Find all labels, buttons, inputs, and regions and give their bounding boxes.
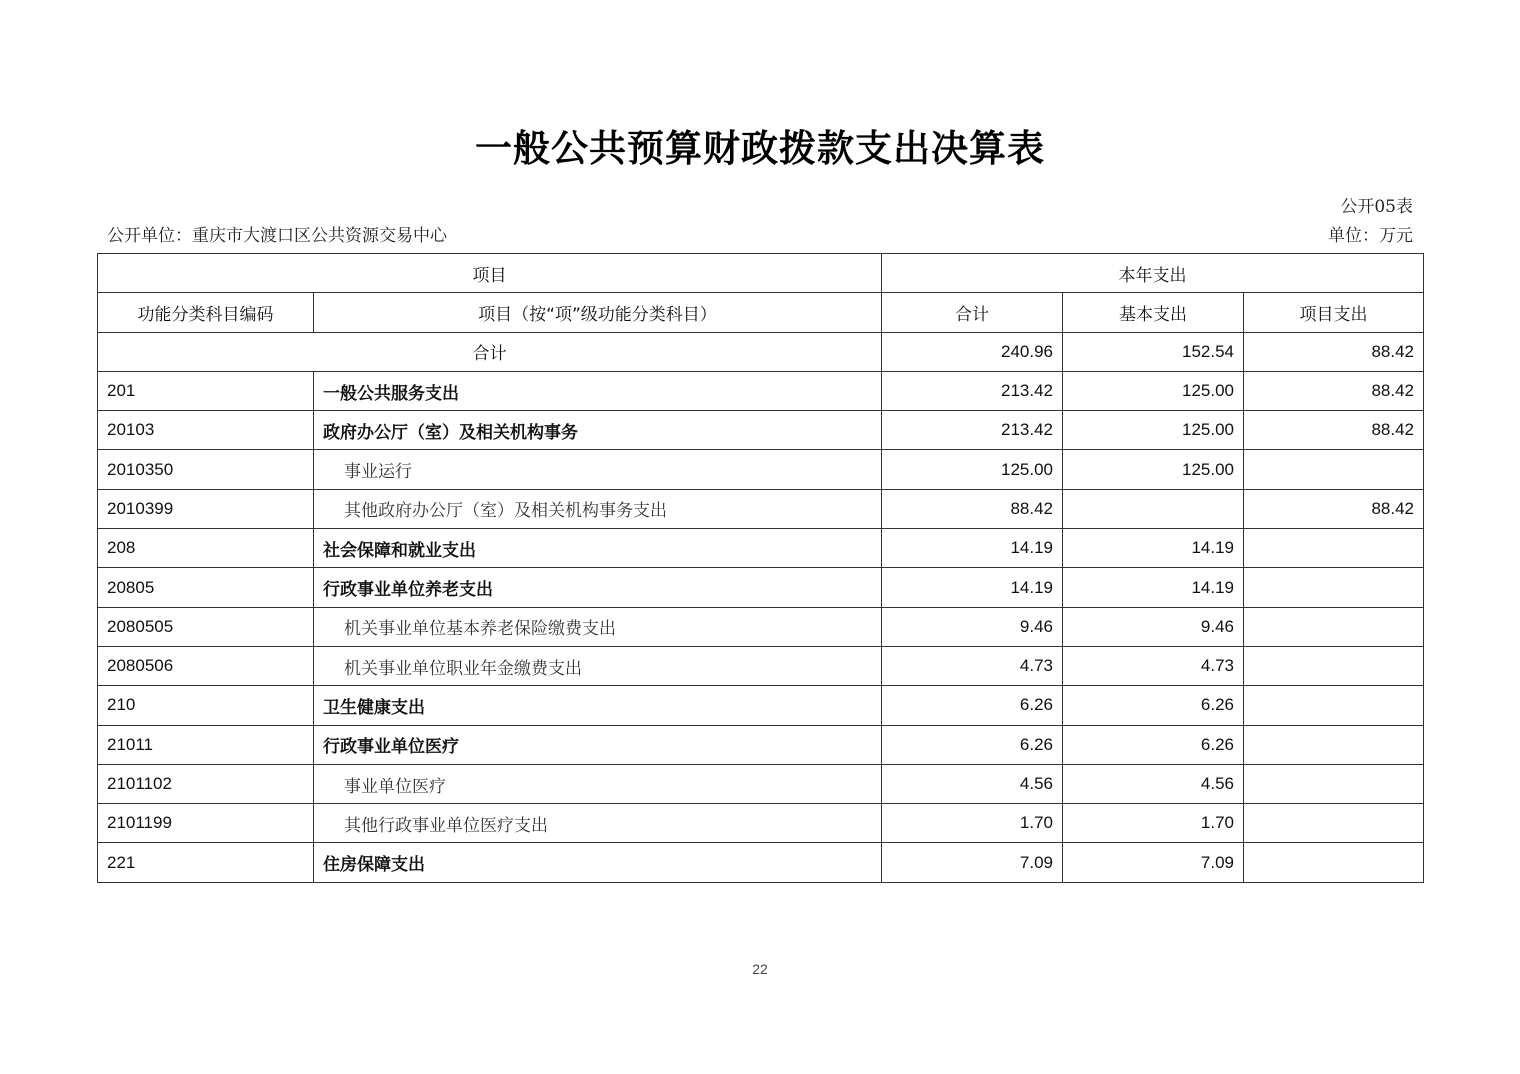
row-project: [1244, 725, 1424, 764]
total-basic: 152.54: [1063, 332, 1244, 371]
row-basic: 9.46: [1063, 607, 1244, 646]
row-code: 20805: [98, 568, 314, 607]
row-name: 行政事业单位养老支出: [314, 568, 882, 607]
table-row: [98, 764, 1424, 803]
form-number: 公开05表: [1340, 197, 1413, 217]
header-project-expense: 项目支出: [1244, 293, 1424, 332]
table-row: [98, 529, 1424, 568]
row-total: 4.56: [882, 764, 1063, 803]
header-row-2: [98, 293, 1424, 332]
reporting-unit: 公开单位：重庆市大渡口区公共资源交易中心: [107, 226, 447, 246]
row-project: [1244, 804, 1424, 843]
row-basic: 4.73: [1063, 646, 1244, 685]
row-name: 住房保障支出: [314, 843, 882, 882]
row-code: 2101199: [98, 804, 314, 843]
row-project: [1244, 529, 1424, 568]
total-project: 88.42: [1244, 332, 1424, 371]
row-name: 其他政府办公厅（室）及相关机构事务支出: [314, 489, 882, 528]
header-total: 合计: [882, 293, 1063, 332]
row-total: 9.46: [882, 607, 1063, 646]
row-name: 卫生健康支出: [314, 686, 882, 725]
table-row: [98, 646, 1424, 685]
row-code: 2080505: [98, 607, 314, 646]
row-code: 2080506: [98, 646, 314, 685]
row-name: 行政事业单位医疗: [314, 725, 882, 764]
row-project: 88.42: [1244, 371, 1424, 410]
row-project: [1244, 646, 1424, 685]
row-total: 14.19: [882, 568, 1063, 607]
row-basic: 125.00: [1063, 411, 1244, 450]
row-name: 机关事业单位基本养老保险缴费支出: [314, 607, 882, 646]
row-total: 1.70: [882, 804, 1063, 843]
header-name: 项目（按“项”级功能分类科目）: [314, 293, 882, 332]
table-row: [98, 725, 1424, 764]
row-total: 6.26: [882, 725, 1063, 764]
table-row: [98, 489, 1424, 528]
total-row: [98, 332, 1424, 371]
table-row: [98, 371, 1424, 410]
row-code: 210: [98, 686, 314, 725]
row-project: [1244, 450, 1424, 489]
row-code: 2010350: [98, 450, 314, 489]
row-name: 机关事业单位职业年金缴费支出: [314, 646, 882, 685]
row-total: 125.00: [882, 450, 1063, 489]
header-basic: 基本支出: [1063, 293, 1244, 332]
row-basic: 6.26: [1063, 686, 1244, 725]
row-basic: 14.19: [1063, 529, 1244, 568]
total-amount: 240.96: [882, 332, 1063, 371]
currency-unit: 单位：万元: [1328, 226, 1413, 246]
row-basic: 7.09: [1063, 843, 1244, 882]
table-row: [98, 804, 1424, 843]
row-code: 221: [98, 843, 314, 882]
row-code: 2010399: [98, 489, 314, 528]
row-basic: 1.70: [1063, 804, 1244, 843]
row-code: 20103: [98, 411, 314, 450]
row-total: 213.42: [882, 371, 1063, 410]
row-basic: 125.00: [1063, 371, 1244, 410]
page-number: 22: [752, 961, 768, 977]
header-current-year: 本年支出: [882, 254, 1424, 293]
row-code: 208: [98, 529, 314, 568]
row-total: 213.42: [882, 411, 1063, 450]
row-code: 201: [98, 371, 314, 410]
budget-table: [97, 253, 1424, 883]
row-total: 7.09: [882, 843, 1063, 882]
row-total: 14.19: [882, 529, 1063, 568]
row-code: 21011: [98, 725, 314, 764]
row-name: 政府办公厅（室）及相关机构事务: [314, 411, 882, 450]
row-basic: 6.26: [1063, 725, 1244, 764]
row-name: 事业运行: [314, 450, 882, 489]
table-row: [98, 411, 1424, 450]
row-total: 4.73: [882, 646, 1063, 685]
row-basic: 14.19: [1063, 568, 1244, 607]
row-project: 88.42: [1244, 411, 1424, 450]
table-row: [98, 843, 1424, 882]
row-basic: 4.56: [1063, 764, 1244, 803]
header-project: 项目: [98, 254, 882, 293]
row-name: 事业单位医疗: [314, 764, 882, 803]
row-name: 其他行政事业单位医疗支出: [314, 804, 882, 843]
row-project: 88.42: [1244, 489, 1424, 528]
page-title: 一般公共预算财政拨款支出决算表: [475, 127, 1045, 170]
row-project: [1244, 764, 1424, 803]
table-row: [98, 686, 1424, 725]
row-project: [1244, 843, 1424, 882]
header-row-1: [98, 254, 1424, 293]
row-name: 社会保障和就业支出: [314, 529, 882, 568]
total-label: 合计: [98, 332, 882, 371]
table-row: [98, 607, 1424, 646]
table-row: [98, 568, 1424, 607]
row-project: [1244, 686, 1424, 725]
row-project: [1244, 568, 1424, 607]
row-basic: [1063, 489, 1244, 528]
row-name: 一般公共服务支出: [314, 371, 882, 410]
table-row: [98, 450, 1424, 489]
row-total: 6.26: [882, 686, 1063, 725]
row-basic: 125.00: [1063, 450, 1244, 489]
row-total: 88.42: [882, 489, 1063, 528]
row-project: [1244, 607, 1424, 646]
header-code: 功能分类科目编码: [98, 293, 314, 332]
row-code: 2101102: [98, 764, 314, 803]
